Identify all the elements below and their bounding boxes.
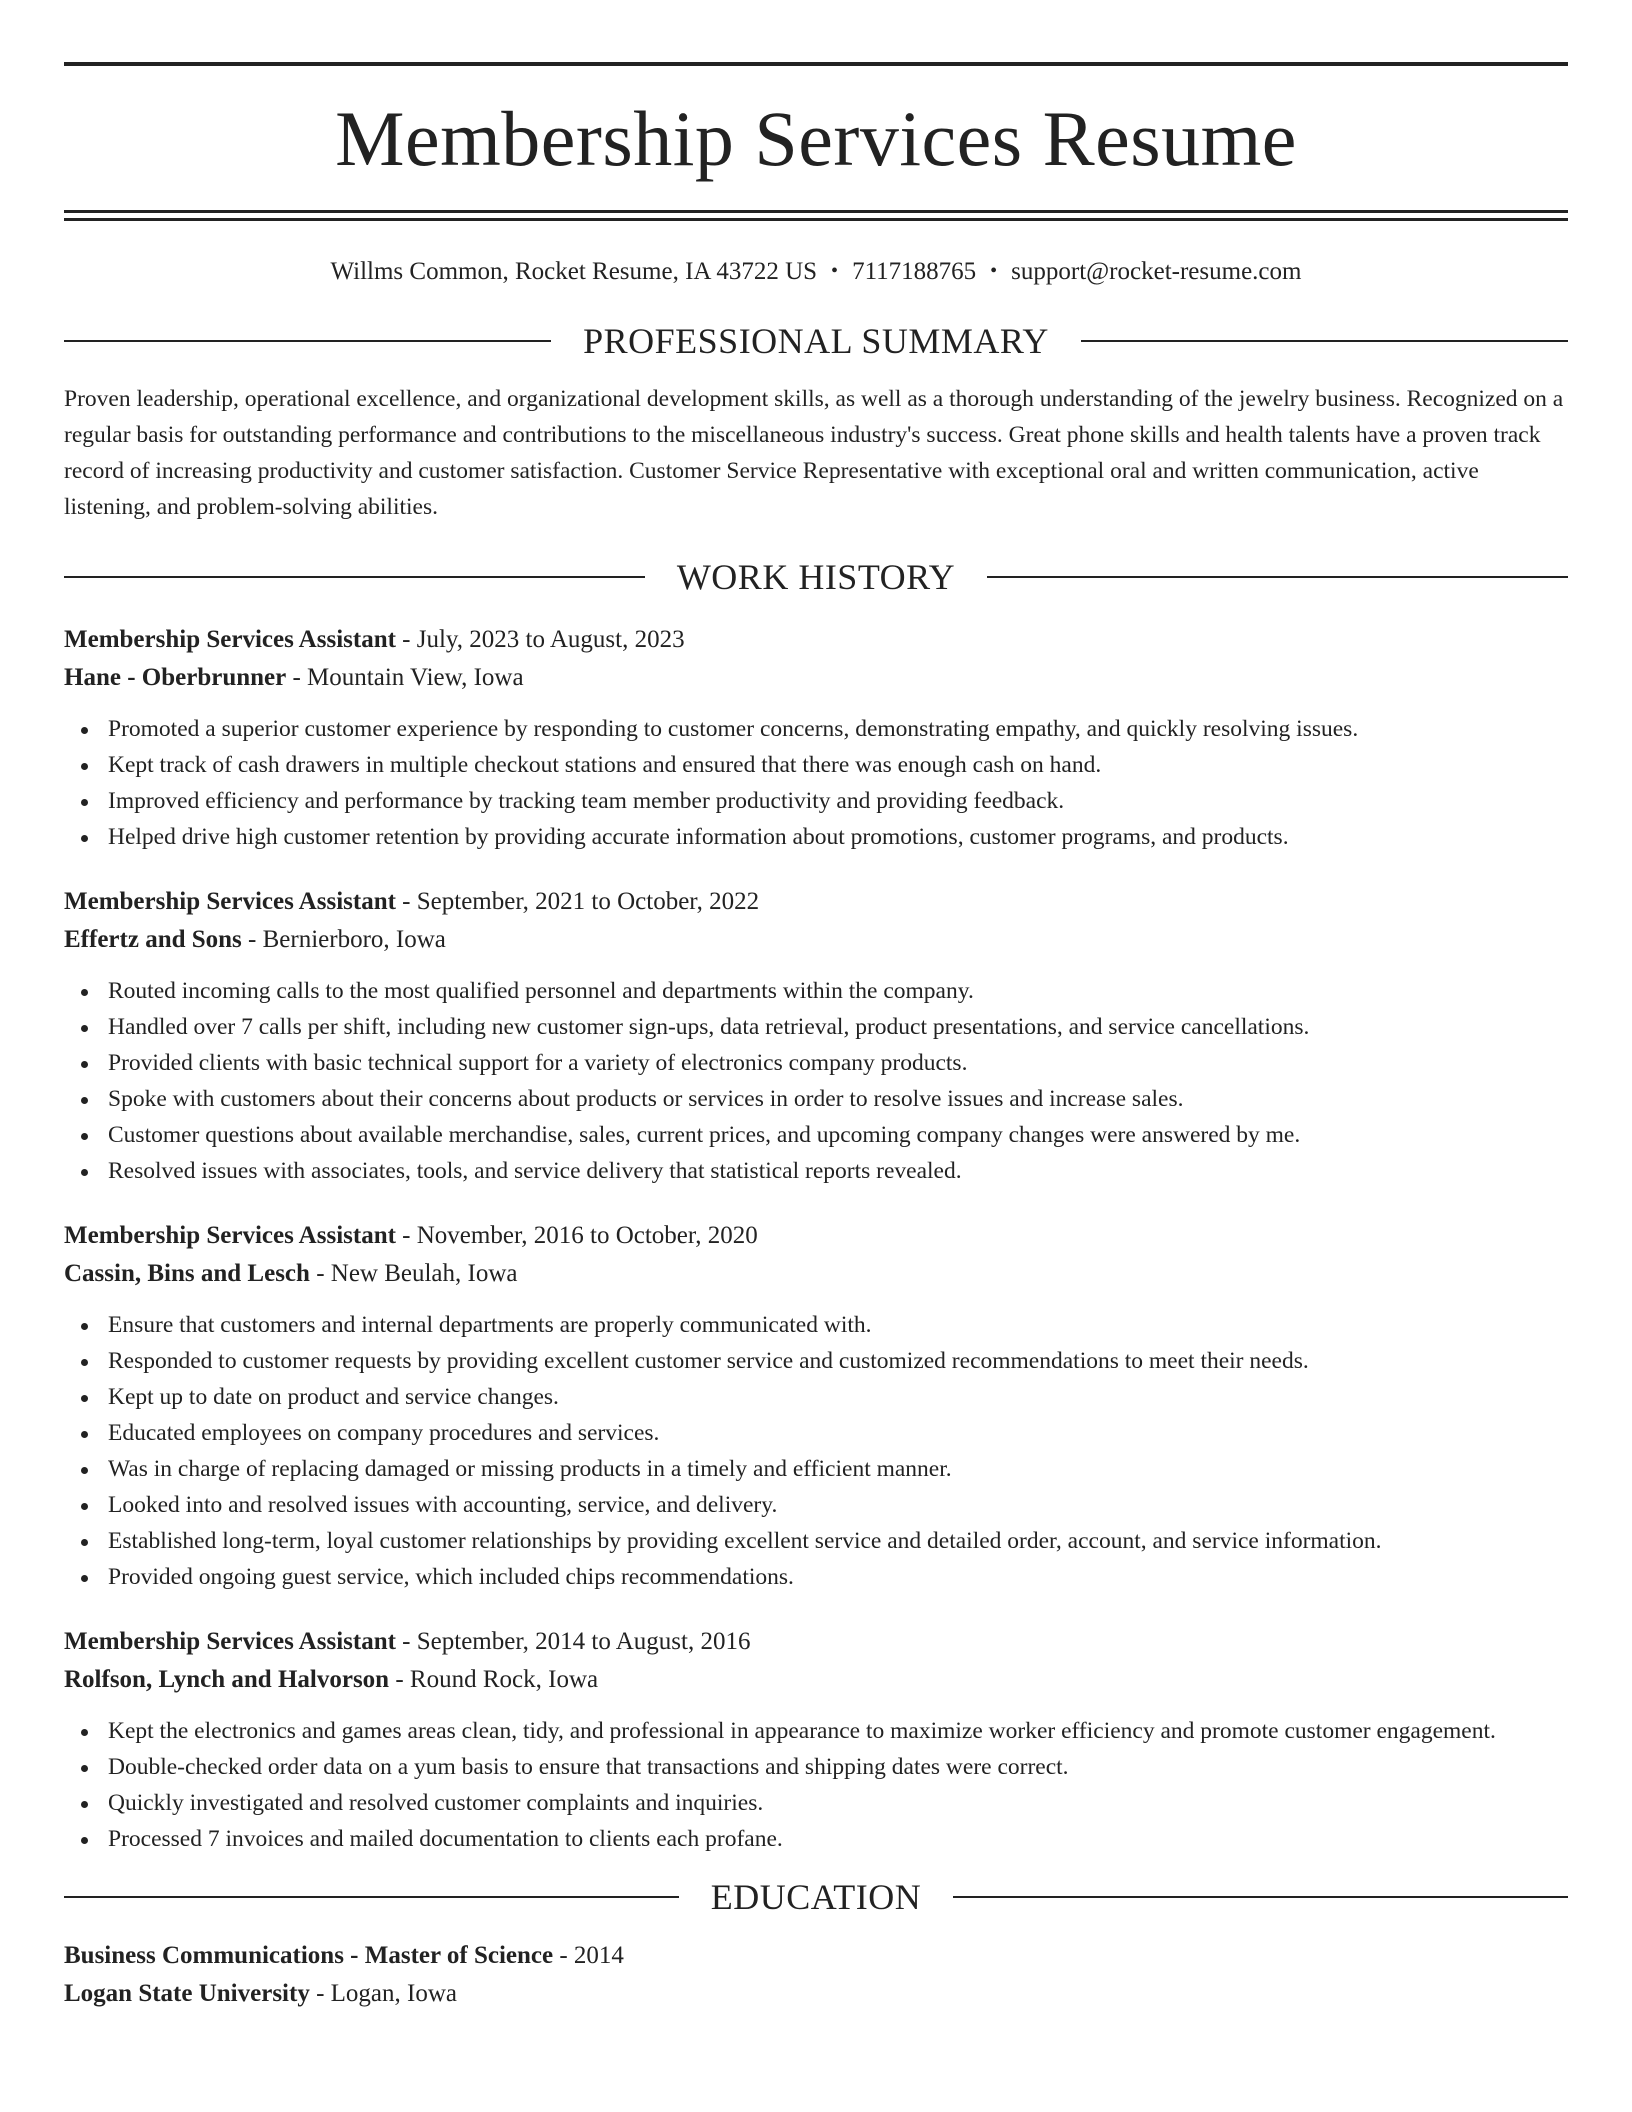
job-dates: - July, 2023 to August, 2023 xyxy=(395,626,685,653)
job-entry xyxy=(64,1217,1568,1595)
bullet-item: Customer questions about available merchandise, sales, current prices, and upcoming company changes were answered by me. xyxy=(108,1117,1568,1153)
bullet-item: Provided clients with basic technical support for a variety of electronics company products. xyxy=(108,1045,1568,1081)
bullet-item: Ensure that customers and internal departments are properly communicated with. xyxy=(108,1307,1568,1343)
job-company-line xyxy=(64,659,1568,697)
bullet-item: Kept track of cash drawers in multiple checkout stations and ensured that there was enough cash on hand. xyxy=(108,747,1568,783)
heading-rule-left xyxy=(64,340,551,342)
job-bullets xyxy=(64,711,1568,855)
job-company: Effertz and Sons xyxy=(64,926,242,953)
title-double-rule xyxy=(64,210,1568,221)
bullet-item: Kept up to date on product and service changes. xyxy=(108,1379,1568,1415)
job-title: Membership Services Assistant xyxy=(64,1222,396,1249)
job-entry xyxy=(64,1623,1568,1857)
contact-separator: • xyxy=(990,260,998,282)
job-location: - Bernierboro, Iowa xyxy=(241,926,446,953)
bullet-item: Double-checked order data on a yum basis to ensure that transactions and shipping dates were correct. xyxy=(108,1749,1568,1785)
bullet-item: Provided ongoing guest service, which included chips recommendations. xyxy=(108,1559,1568,1595)
bullet-item: Improved efficiency and performance by tracking team member productivity and providing feedback. xyxy=(108,783,1568,819)
contact-email: support@rocket-resume.com xyxy=(1011,258,1302,285)
contact-separator: • xyxy=(831,260,839,282)
education-school-line xyxy=(64,1975,1568,2013)
job-company: Cassin, Bins and Lesch xyxy=(64,1260,310,1287)
job-dates: - November, 2016 to October, 2020 xyxy=(395,1222,758,1249)
job-title: Membership Services Assistant xyxy=(64,626,396,653)
section-heading-work-history xyxy=(64,559,1568,595)
job-entry xyxy=(64,883,1568,1189)
job-bullets xyxy=(64,1307,1568,1595)
bullet-item: Looked into and resolved issues with accounting, service, and delivery. xyxy=(108,1487,1568,1523)
page-title: Membership Services Resume xyxy=(335,95,1297,182)
job-title-line xyxy=(64,1623,1568,1661)
job-company-line xyxy=(64,1661,1568,1699)
education-year: - 2014 xyxy=(553,1942,624,1969)
heading-rule-right xyxy=(953,1896,1568,1898)
section-heading-education xyxy=(64,1879,1568,1915)
job-company: Rolfson, Lynch and Halvorson xyxy=(64,1666,390,1693)
job-company: Hane - Oberbrunner xyxy=(64,664,287,691)
bullet-item: Was in charge of replacing damaged or missing products in a timely and efficient manner. xyxy=(108,1451,1568,1487)
heading-rule-left xyxy=(64,576,645,578)
job-title-line xyxy=(64,883,1568,921)
summary-text: Proven leadership, operational excellence, and organizational development skills, as well as a thorough understanding of the jewelry business. Recognized on a regular basis for outstanding performance and contributions to the miscellaneous industry's success. Great phone skills and health talents have a proven track record of increasing productivity and customer satisfaction. Customer Service Representative with exceptional oral and written communication, active listening, and problem-solving abilities. xyxy=(64,386,1564,520)
heading-rule-left xyxy=(64,1896,679,1898)
job-dates: - September, 2014 to August, 2016 xyxy=(395,1628,751,1655)
section-heading-summary xyxy=(64,323,1568,359)
job-bullets xyxy=(64,1713,1568,1857)
job-location: - Mountain View, Iowa xyxy=(286,664,524,691)
bullet-item: Promoted a superior customer experience by responding to customer concerns, demonstrating empathy, and quickly resolving issues. xyxy=(108,711,1568,747)
section-title: EDUCATION xyxy=(710,1877,922,1917)
job-title-line xyxy=(64,621,1568,659)
contact-address: Willms Common, Rocket Resume, IA 43722 US xyxy=(330,258,818,285)
education-location: - Logan, Iowa xyxy=(309,1980,457,2007)
bullet-item: Helped drive high customer retention by providing accurate information about promotions, customer programs, and products. xyxy=(108,819,1568,855)
job-location: - Round Rock, Iowa xyxy=(389,1666,599,1693)
job-dates: - September, 2021 to October, 2022 xyxy=(395,888,760,915)
bullet-item: Responded to customer requests by providing excellent customer service and customized recommendations to meet their needs. xyxy=(108,1343,1568,1379)
job-title: Membership Services Assistant xyxy=(64,1628,396,1655)
job-company-line xyxy=(64,1255,1568,1293)
education-degree-line xyxy=(64,1937,1568,1975)
job-location: - New Beulah, Iowa xyxy=(309,1260,518,1287)
education-entry xyxy=(64,1937,1568,2013)
education-degree: Business Communications - Master of Science xyxy=(64,1942,554,1969)
contact-line xyxy=(64,257,1568,287)
job-entry xyxy=(64,621,1568,855)
job-bullets xyxy=(64,973,1568,1189)
job-title: Membership Services Assistant xyxy=(64,888,396,915)
section-title: PROFESSIONAL SUMMARY xyxy=(583,321,1049,361)
bullet-item: Educated employees on company procedures and services. xyxy=(108,1415,1568,1451)
job-title-line xyxy=(64,1217,1568,1255)
bullet-item: Processed 7 invoices and mailed documentation to clients each profane. xyxy=(108,1821,1568,1857)
job-company-line xyxy=(64,921,1568,959)
heading-rule-right xyxy=(1081,340,1568,342)
bullet-item: Resolved issues with associates, tools, and service delivery that statistical reports revealed. xyxy=(108,1153,1568,1189)
top-rule xyxy=(64,62,1568,66)
bullet-item: Quickly investigated and resolved customer complaints and inquiries. xyxy=(108,1785,1568,1821)
section-title: WORK HISTORY xyxy=(676,557,956,597)
education-school: Logan State University xyxy=(64,1980,310,2007)
bullet-item: Routed incoming calls to the most qualified personnel and departments within the company. xyxy=(108,973,1568,1009)
bullet-item: Kept the electronics and games areas clean, tidy, and professional in appearance to maximize worker efficiency and promote customer engagement. xyxy=(108,1713,1568,1749)
bullet-item: Handled over 7 calls per shift, including new customer sign-ups, data retrieval, product presentations, and service cancellations. xyxy=(108,1009,1568,1045)
bullet-item: Spoke with customers about their concerns about products or services in order to resolve issues and increase sales. xyxy=(108,1081,1568,1117)
bullet-item: Established long-term, loyal customer relationships by providing excellent service and detailed order, account, and service information. xyxy=(108,1523,1568,1559)
heading-rule-right xyxy=(987,576,1568,578)
contact-phone: 7117188765 xyxy=(852,258,977,285)
